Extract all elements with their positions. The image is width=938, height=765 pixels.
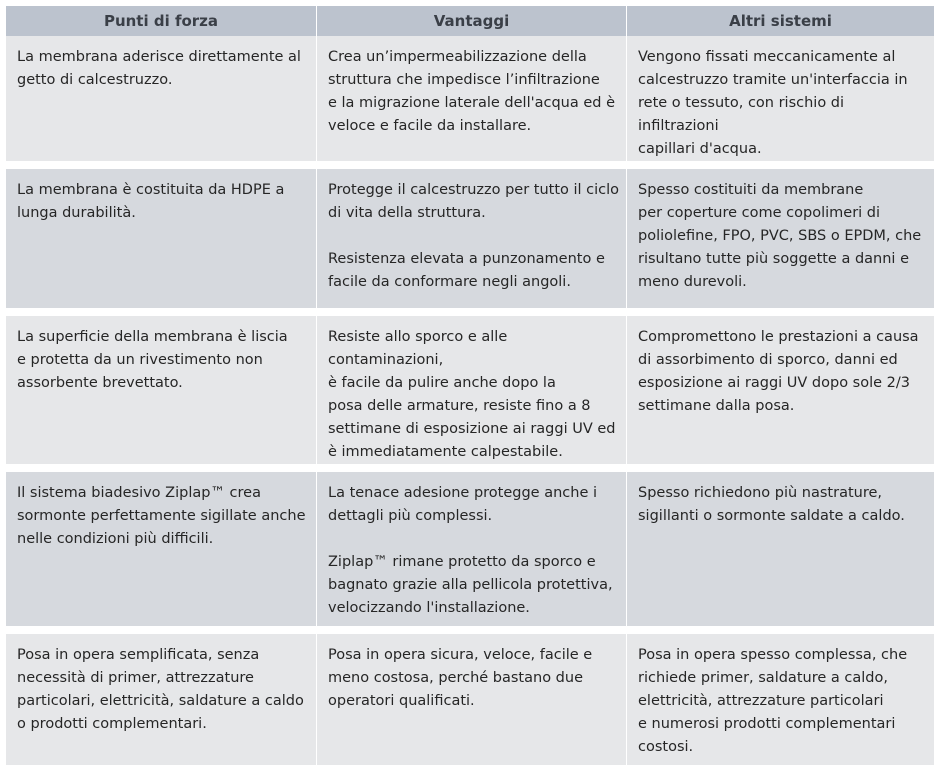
table-row — [6, 472, 935, 626]
header-advantages: Vantaggi — [317, 6, 627, 36]
cell-advantage: Protegge il calcestruzzo per tutto il ciclo di vita della struttura. Resistenza elevata a punzonamento e facile da conformare negli angoli. — [317, 169, 627, 308]
row-separator — [6, 161, 935, 169]
table-row — [6, 316, 935, 464]
header-other-systems: Altri sistemi — [627, 6, 935, 36]
comparison-table — [5, 6, 935, 765]
cell-other: Compromettono le prestazioni a causa di assorbimento di sporco, danni ed esposizione ai raggi UV dopo sole 2/3 settimane dalla posa. — [627, 316, 935, 464]
cell-advantage: Posa in opera sicura, veloce, facile e meno costosa, perché bastano due operatori qualificati. — [317, 634, 627, 765]
table-row — [6, 634, 935, 765]
table-row — [6, 169, 935, 308]
cell-strength: Il sistema biadesivo Ziplap™ crea sormonte perfettamente sigillate anche nelle condizioni più difficili. — [6, 472, 317, 626]
cell-advantage: Crea un’impermeabilizzazione della struttura che impedisce l’infiltrazione e la migrazione laterale dell'acqua ed è veloce e facile da installare. — [317, 36, 627, 161]
cell-advantage: Resiste allo sporco e alle contaminazioni, è facile da pulire anche dopo la posa delle armature, resiste fino a 8 settimane di esposizione ai raggi UV ed è immediatamente calpestabile. — [317, 316, 627, 464]
cell-strength: La membrana è costituita da HDPE a lunga durabilità. — [6, 169, 317, 308]
row-separator — [6, 626, 935, 634]
cell-other: Spesso costituiti da membrane per coperture come copolimeri di poliolefine, FPO, PVC, SBS o EPDM, che risultano tutte più soggette a danni e meno durevoli. — [627, 169, 935, 308]
cell-other: Spesso richiedono più nastrature, sigillanti o sormonte saldate a caldo. — [627, 472, 935, 626]
cell-advantage: La tenace adesione protegge anche i dettagli più complessi. Ziplap™ rimane protetto da sporco e bagnato grazie alla pellicola protettiva, velocizzando l'installazione. — [317, 472, 627, 626]
row-separator — [6, 308, 935, 316]
row-separator — [6, 464, 935, 472]
cell-strength: Posa in opera semplificata, senza necessità di primer, attrezzature particolari, elettricità, saldature a caldo o prodotti complementari. — [6, 634, 317, 765]
cell-strength: La membrana aderisce direttamente al getto di calcestruzzo. — [6, 36, 317, 161]
table-row — [6, 36, 935, 161]
cell-strength: La superficie della membrana è liscia e protetta da un rivestimento non assorbente brevettato. — [6, 316, 317, 464]
cell-other: Posa in opera spesso complessa, che richiede primer, saldature a caldo, elettricità, attrezzature particolari e numerosi prodotti complementari costosi. — [627, 634, 935, 765]
cell-other: Vengono fissati meccanicamente al calcestruzzo tramite un'interfaccia in rete o tessuto, con rischio di infiltrazioni capillari d'acqua. — [627, 36, 935, 161]
header-strengths: Punti di forza — [6, 6, 317, 36]
header-row — [6, 6, 935, 36]
